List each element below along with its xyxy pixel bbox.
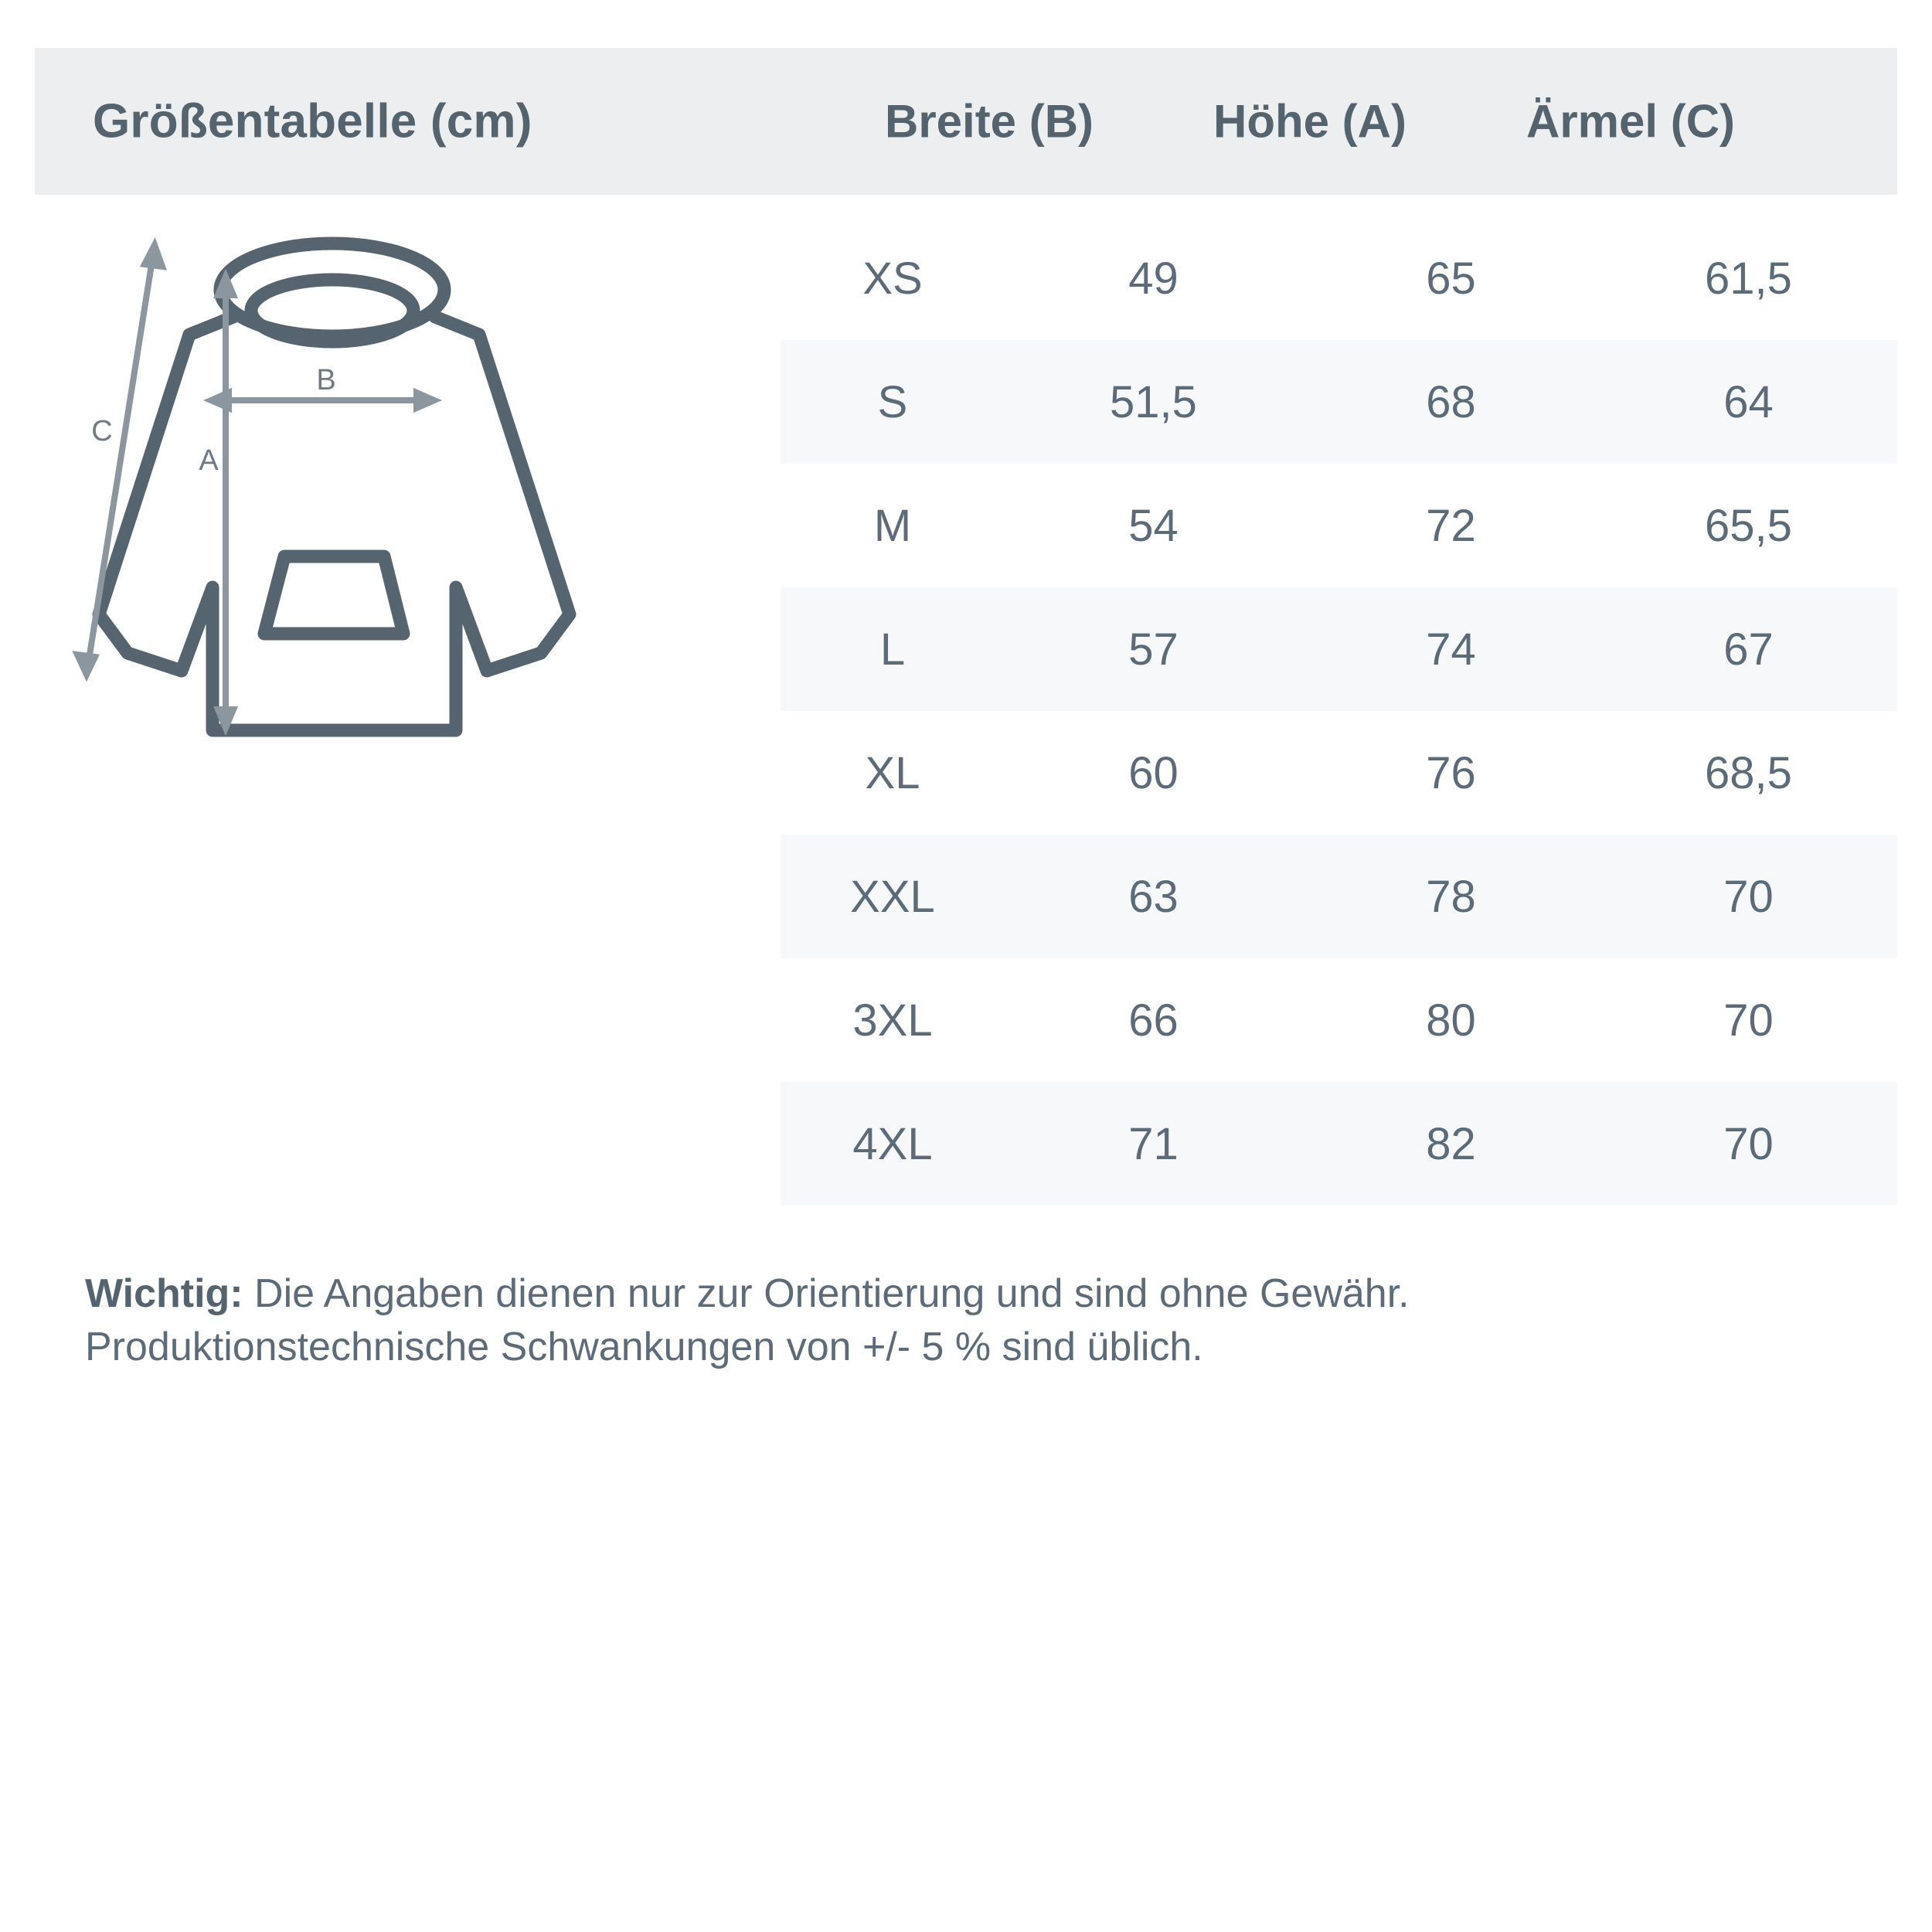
table-row xyxy=(781,464,1897,587)
cell-height: 65 xyxy=(1426,253,1476,304)
cell-size: 4XL xyxy=(852,1118,933,1169)
cell-breadth: 66 xyxy=(1128,995,1179,1046)
measure-label-sleeve: C xyxy=(91,415,113,447)
cell-breadth: 54 xyxy=(1128,500,1179,551)
disclaimer-line-1: Die Angaben dienen nur zur Orientierung und sind ohne Gewähr. xyxy=(243,1271,1410,1316)
cell-size: M xyxy=(873,500,912,551)
cell-size: L xyxy=(879,624,906,675)
table-row xyxy=(781,958,1897,1082)
cell-breadth: 57 xyxy=(1128,624,1179,675)
measure-height-arrow xyxy=(218,277,233,728)
cell-sleeve: 70 xyxy=(1723,1118,1774,1169)
cell-sleeve: 65,5 xyxy=(1705,500,1792,551)
column-headers xyxy=(823,95,1905,148)
measure-label-breadth: B xyxy=(316,364,336,396)
measure-label-height: A xyxy=(199,444,219,477)
cell-breadth: 60 xyxy=(1128,747,1179,798)
cell-size: XXL xyxy=(850,871,935,922)
hoodie-diagram xyxy=(54,224,773,835)
page-title: Größentabelle (cm) xyxy=(93,94,532,148)
column-header-sleeve: Ärmel (C) xyxy=(1526,95,1736,148)
cell-height: 76 xyxy=(1426,747,1476,798)
hoodie-icon xyxy=(54,224,773,835)
table-row xyxy=(781,340,1897,464)
size-chart-header xyxy=(35,48,1897,195)
cell-size: S xyxy=(877,376,908,427)
cell-sleeve: 61,5 xyxy=(1705,253,1792,304)
table-row xyxy=(781,835,1897,958)
cell-sleeve: 68,5 xyxy=(1705,747,1792,798)
cell-height: 80 xyxy=(1426,995,1476,1046)
cell-breadth: 49 xyxy=(1128,253,1179,304)
disclaimer-note xyxy=(85,1267,1855,1373)
cell-size: XS xyxy=(862,253,923,304)
cell-height: 68 xyxy=(1426,376,1476,427)
table-row xyxy=(781,1082,1897,1206)
disclaimer-line-2: Produktionstechnische Schwankungen von +/- 5 % sind üblich. xyxy=(85,1324,1203,1369)
cell-height: 82 xyxy=(1426,1118,1476,1169)
cell-sleeve: 67 xyxy=(1723,624,1774,675)
cell-height: 72 xyxy=(1426,500,1476,551)
table-row xyxy=(781,216,1897,340)
cell-sleeve: 70 xyxy=(1723,871,1774,922)
disclaimer-label: Wichtig: xyxy=(85,1271,243,1316)
cell-breadth: 51,5 xyxy=(1110,376,1197,427)
cell-breadth: 71 xyxy=(1128,1118,1179,1169)
column-header-breadth: Breite (B) xyxy=(884,95,1094,148)
table-row xyxy=(781,711,1897,835)
cell-height: 74 xyxy=(1426,624,1476,675)
cell-sleeve: 64 xyxy=(1723,376,1774,427)
table-row xyxy=(781,587,1897,711)
cell-size: 3XL xyxy=(852,995,933,1046)
size-table xyxy=(781,216,1897,1206)
cell-sleeve: 70 xyxy=(1723,995,1774,1046)
cell-size: XL xyxy=(865,747,920,798)
cell-breadth: 63 xyxy=(1128,871,1179,922)
cell-height: 78 xyxy=(1426,871,1476,922)
column-header-height: Höhe (A) xyxy=(1213,95,1406,148)
size-table-body xyxy=(781,216,1897,1206)
